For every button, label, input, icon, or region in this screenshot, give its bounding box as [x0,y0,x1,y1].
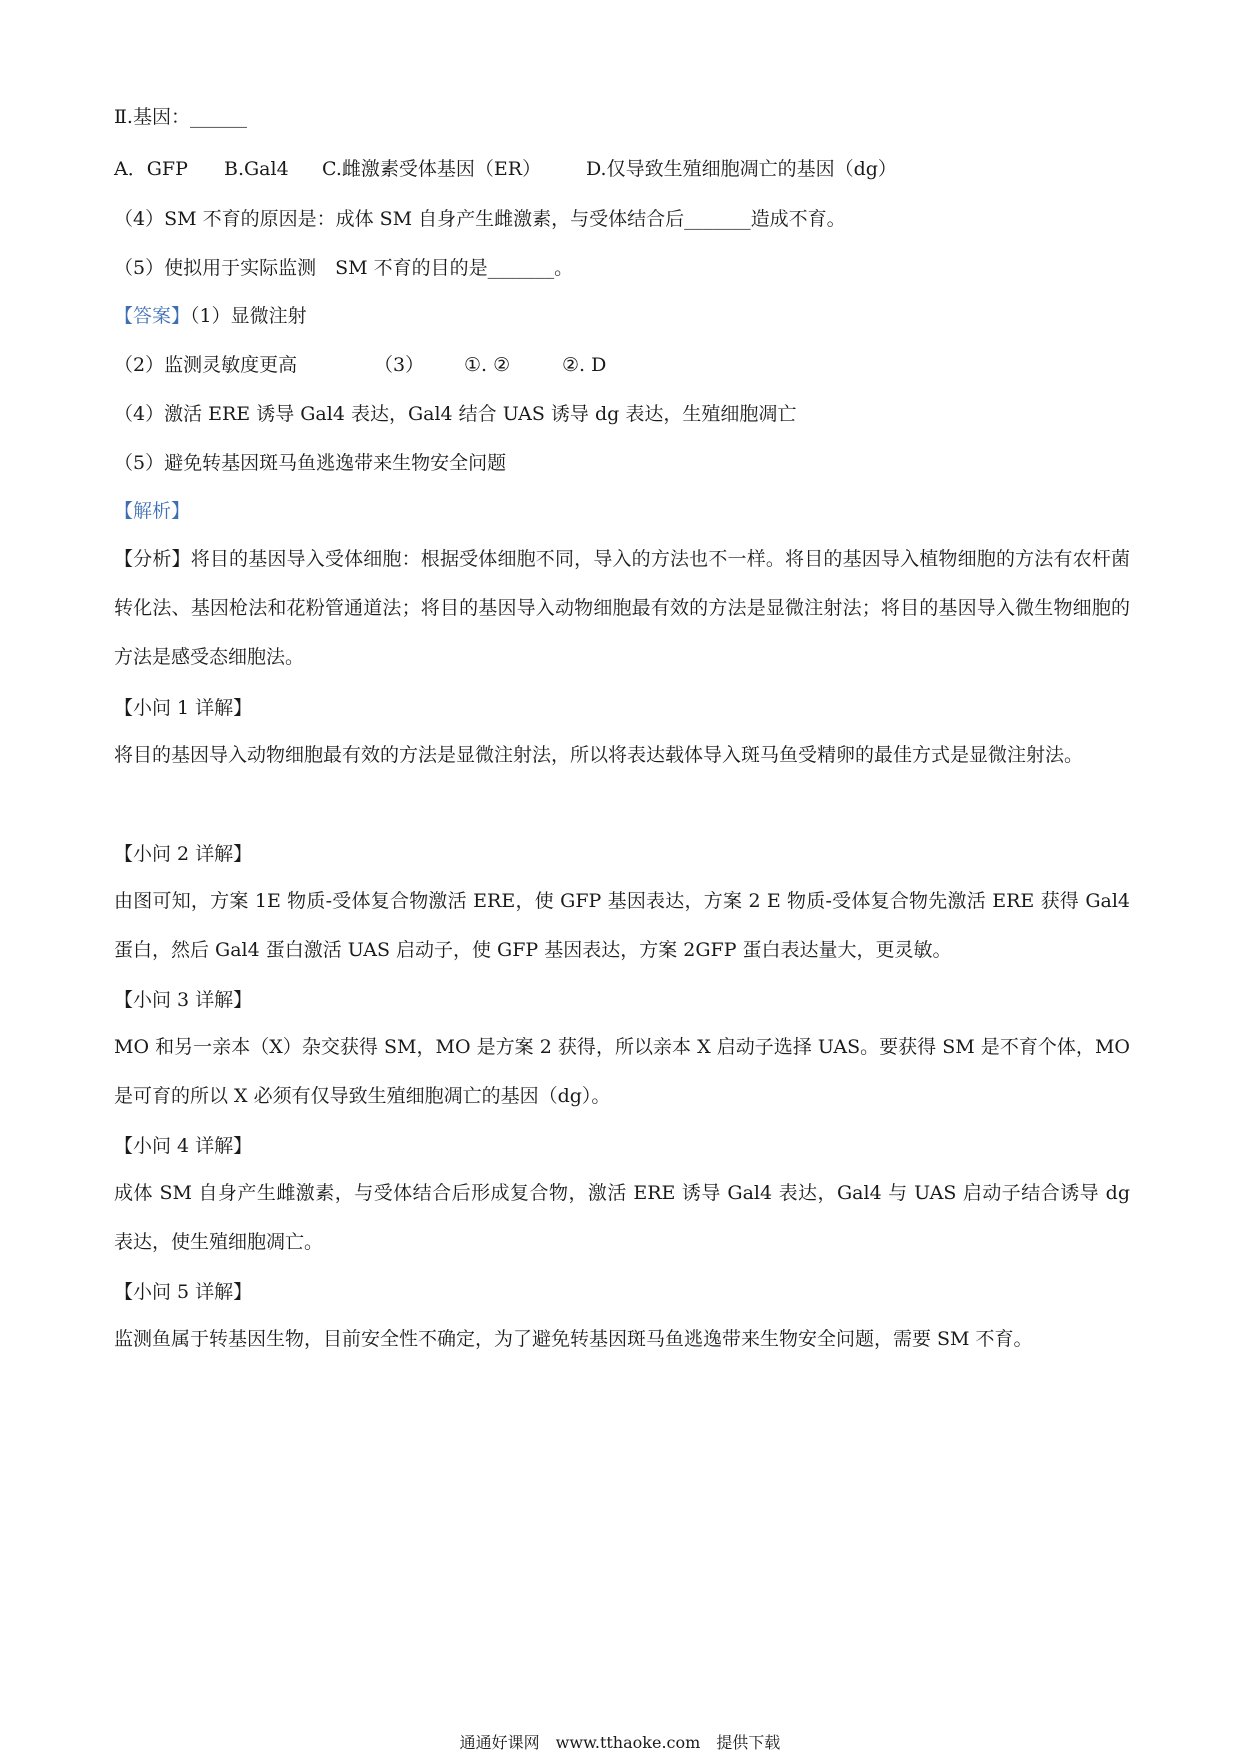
question-4: （4）SM 不育的原因是：成体 SM 自身产生雌激素，与受体结合后_______造成不育。 [114,208,846,230]
section-5-title: 【小问 5 详解】 [114,1281,253,1303]
answer-1: （1）显微注射 [190,305,307,327]
answer-3-part2: ②. D [562,354,607,376]
section-4-text: 成体 SM 自身产生雌激素，与受体结合后形成复合物，激活 ERE 诱导 Gal4 表达，Gal4 与 UAS 启动子结合诱导 dg 表达，使生殖细胞凋亡。 [114,1182,1130,1253]
option-a: A．GFP [114,158,188,180]
section-2-title: 【小问 2 详解】 [114,843,253,865]
question-options [114,156,897,182]
section-3-text: MO 和另一亲本（X）杂交获得 SM，MO 是方案 2 获得，所以亲本 X 启动子选择 UAS。要获得 SM 是不育个体，MO 是可育的所以 X 必须有仅导致生殖细胞凋亡的基因（dg）。 [114,1036,1130,1107]
section-3-title: 【小问 3 详解】 [114,989,253,1011]
section-5-text: 监测鱼属于转基因生物，目前安全性不确定，为了避免转基因斑马鱼逃逸带来生物安全问题，需要 SM 不育。 [114,1328,1033,1350]
option-d: D.仅导致生殖细胞凋亡的基因（dg） [586,158,897,180]
page-footer: 通通好课网 www.tthaoke.com 提供下载 [459,1733,781,1752]
answer-3-label: （3） [374,354,425,376]
answer-line-2 [114,352,606,378]
analysis-tag: 【解析】 [114,500,191,522]
section-4-title: 【小问 4 详解】 [114,1135,253,1157]
analysis-overview: 【分析】将目的基因导入受体细胞：根据受体细胞不同，导入的方法也不一样。将目的基因导入植物细胞的方法有农杆菌转化法、基因枪法和花粉管通道法；将目的基因导入动物细胞最有效的方法是显微注射法；将目的基因导入微生物细胞的方法是感受态细胞法。 [114,548,1130,668]
answer-2: （2）监测灵敏度更高 [114,354,298,376]
answer-5: （5）避免转基因斑马鱼逃逸带来生物安全问题 [114,452,507,474]
question-5: （5）使拟用于实际监测 SM 不育的目的是_______。 [114,257,574,279]
answer-tag: 【答案】 [114,305,191,327]
answer-line-1 [114,303,307,329]
answer-3-part1: ①. ② [464,354,511,376]
answer-4: （4）激活 ERE 诱导 Gal4 表达，Gal4 结合 UAS 诱导 dg 表达，生殖细胞凋亡 [114,403,797,425]
section-2-text: 由图可知，方案 1E 物质-受体复合物激活 ERE，使 GFP 基因表达，方案 2 E 物质-受体复合物先激活 ERE 获得 Gal4 蛋白，然后 Gal4 蛋白激活 UAS 启动子，使 GFP 基因表达，方案 2GFP 蛋白表达量大，更灵敏。 [114,890,1130,961]
question-part2-label: Ⅱ.基因：______ [114,106,247,128]
option-b: B.Gal4 [224,158,289,180]
section-1-title: 【小问 1 详解】 [114,697,253,719]
section-1-text: 将目的基因导入动物细胞最有效的方法是显微注射法，所以将表达载体导入斑马鱼受精卵的最佳方式是显微注射法。 [114,744,1084,766]
option-c: C.雌激素受体基因（ER） [322,158,542,180]
